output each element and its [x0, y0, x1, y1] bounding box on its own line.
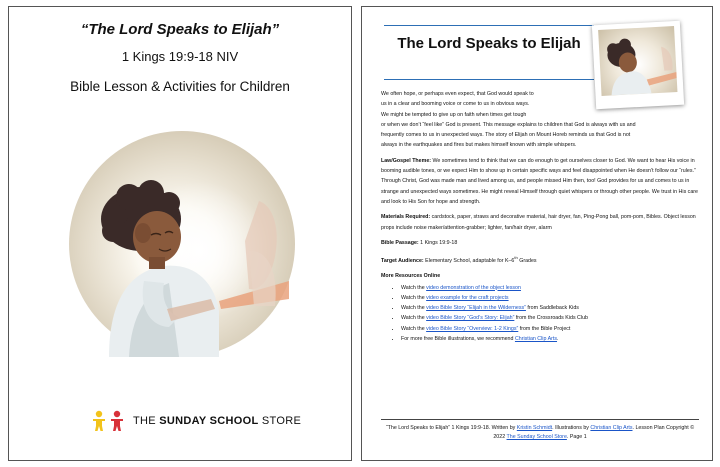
intro-line: frequently comes to us in unexpected ways. The story of Elijah on Mount Horeb reminds us that God is not: [381, 132, 631, 139]
resource-link[interactable]: video Bible Story “God’s Story: Elijah”: [426, 315, 515, 322]
cover-illustration: [69, 131, 295, 357]
materials-text: cardstock, paper, straws and decorative material, hair dryer, fan, Ping-Pong ball, pom-pom, Bibles. Object lesson props include noise maker/attention-grabber; lighter, fan/hair dryer, alarm: [381, 214, 696, 231]
lesson-title: [384, 35, 594, 53]
resource-pre: Watch the: [401, 305, 427, 312]
store-link[interactable]: The Sunday School Store: [506, 434, 567, 440]
resource-link[interactable]: video example for the craft projects: [426, 294, 509, 301]
resource-item: [401, 313, 699, 323]
elijah-illustration: [69, 131, 295, 357]
theme-label: Law/Gospel Theme:: [381, 157, 432, 164]
cover-subtitle: Bible Lesson & Activities for Children: [70, 79, 290, 94]
resource-pre: Watch the: [401, 325, 427, 332]
author-link[interactable]: Kristin Schmidt: [516, 425, 553, 431]
resource-link[interactable]: video Bible Story “Overview: 1-2 Kings”: [426, 325, 519, 332]
store-brand: [91, 410, 301, 432]
resource-pre: Watch the: [401, 315, 427, 322]
resource-pre: Watch the: [401, 294, 427, 301]
resource-link[interactable]: Christian Clip Arts: [514, 336, 558, 342]
elijah-thumbnail: [598, 26, 677, 96]
passage-label: Bible Passage:: [381, 239, 419, 246]
brand-bold: SUNDAY SCHOOL: [159, 415, 259, 427]
resource-item: [401, 334, 699, 344]
brand-suffix: STORE: [258, 415, 302, 427]
resource-link[interactable]: video Bible Story “Elijah in the Wilderness”: [426, 305, 526, 312]
passage-text: 1 Kings 19:9-18: [418, 239, 458, 246]
audience-text-end: Grades: [517, 257, 537, 264]
intro-line: always in the earthquakes and fires but makes himself known with simple whispers.: [381, 142, 577, 149]
resource-link[interactable]: video demonstration of the object lesson: [426, 284, 521, 291]
resource-pre: Watch the: [401, 284, 427, 291]
materials-label: Materials Required:: [381, 214, 431, 221]
theme-text: We sometimes tend to think that we can do enough to get ourselves closer to God. We want to hear His voice in booming audible tones, or we expect Him to show up in certain specific ways and feel disappointed when He doesn’t follow our “rules.” Through Christ, God was made man and lived among us, and people missed Him then, too! God provides for us and comes to us in strange and unexpected ways sometimes. He might reveal Himself through quiet whispers or through other people. We trust in His care and look to His Son for hope and strength.: [381, 157, 698, 205]
resource-item: [401, 283, 699, 293]
resources-list: [381, 283, 699, 345]
resource-pre: For more free Bible illustrations, we recommend: [401, 336, 515, 342]
resource-item: [401, 324, 699, 334]
cover-page: [8, 6, 352, 461]
audience-superscript: th: [514, 255, 518, 261]
resource-item: [401, 303, 699, 313]
resources-heading: More Resources Online: [381, 273, 441, 280]
resource-post: .: [557, 336, 559, 342]
resource-post: from Saddleback Kids: [525, 305, 579, 312]
lesson-footer: [381, 419, 699, 442]
audience-paragraph: [381, 253, 699, 266]
intro-line: We often hope, or perhaps even expect, that God would speak to: [381, 91, 534, 97]
resource-item: [401, 293, 699, 303]
theme-paragraph: [381, 156, 699, 207]
kids-logo-icon: [91, 410, 127, 432]
passage-paragraph: [381, 238, 699, 248]
footer-text: . Illustrations by: [552, 425, 591, 431]
intro-paragraph: [381, 89, 699, 151]
intro-line: us in a clear and booming voice or come to us in obvious ways.: [381, 101, 530, 108]
brand-prefix: THE: [133, 415, 160, 427]
lesson-title-text: The Lord Speaks to Elijah: [397, 35, 581, 52]
cover-reference: 1 Kings 19:9-18 NIV: [121, 49, 239, 64]
lesson-body: [381, 89, 699, 344]
illustrator-link[interactable]: Christian Clip Arts: [590, 425, 633, 431]
materials-paragraph: [381, 212, 699, 233]
cover-title: “The Lord Speaks to Elijah”: [80, 21, 280, 38]
intro-line: or when we don’t “feel like” God is present. This message explains to children that God is always with us and: [381, 121, 636, 128]
title-rule-bottom: [384, 79, 594, 80]
footer-text: . Page 1: [566, 434, 587, 440]
footer-text: “The Lord Speaks to Elijah” 1 Kings 19:9-18. Written by: [385, 425, 517, 431]
title-rule-top: [384, 25, 594, 26]
footer-text: . Lesson Plan Copyright © 2022: [493, 425, 695, 440]
lesson-photo-image: [598, 26, 677, 96]
audience-text: Elementary School, adaptable for K–6: [423, 257, 515, 264]
audience-label: Target Audience:: [381, 257, 424, 264]
lesson-page: [361, 6, 713, 461]
brand-name: [133, 415, 301, 427]
intro-line: We might be tempted to give up on faith when times get tough: [381, 111, 527, 118]
resource-post: from the Crossroads Kids Club: [514, 315, 588, 322]
resource-post: from the Bible Project: [518, 325, 571, 332]
